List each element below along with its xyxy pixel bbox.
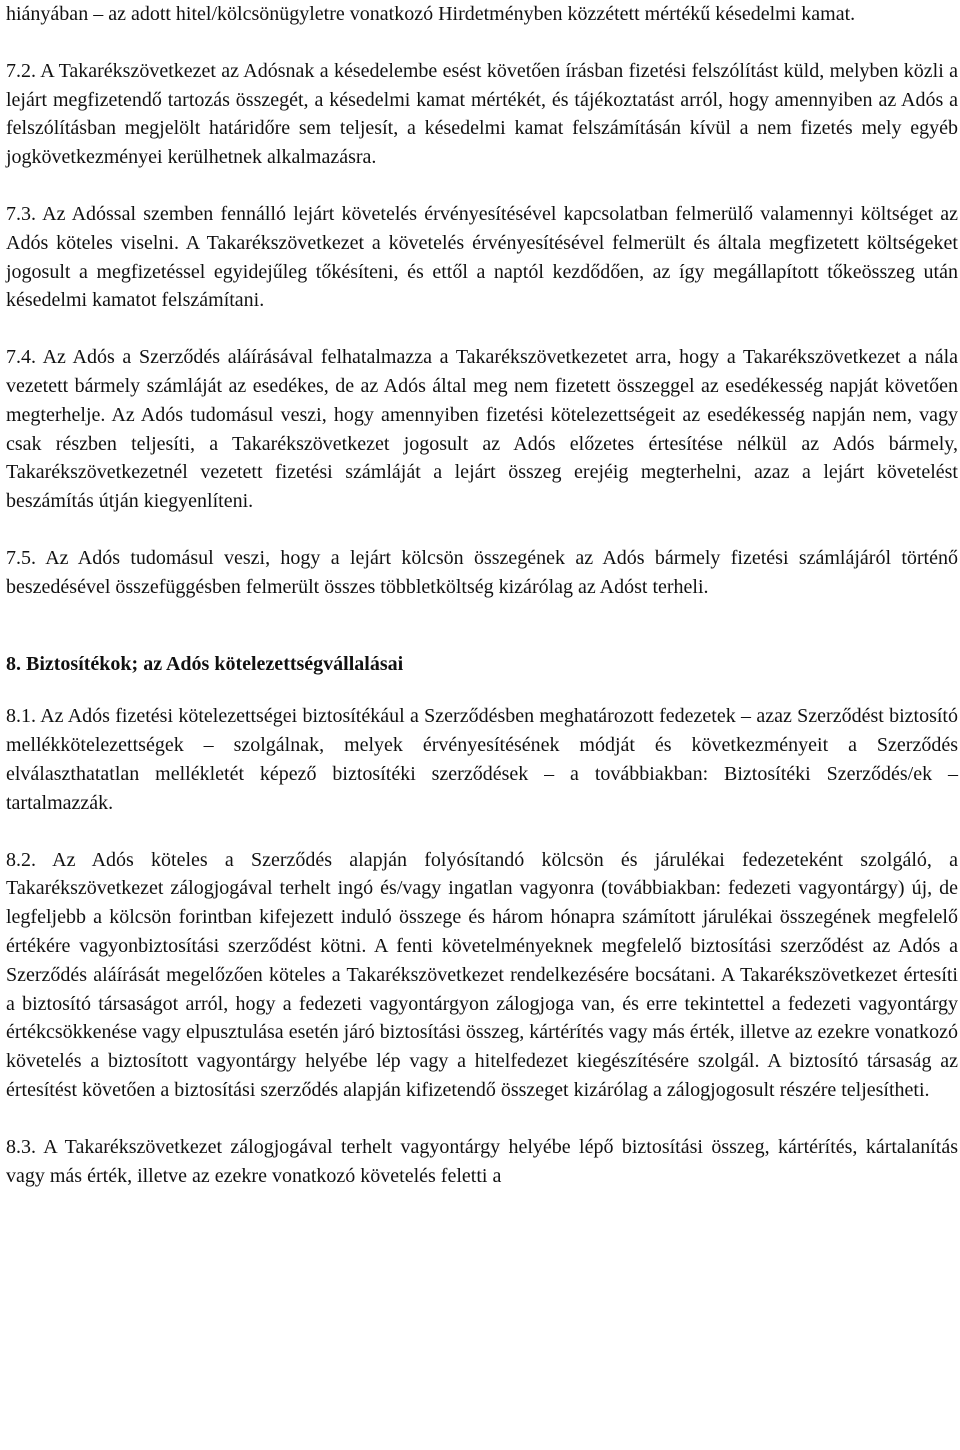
paragraph-7-3: 7.3. Az Adóssal szemben fennálló lejárt követelés érvényesítésével kapcsolatban felmerülő valamennyi költséget az Adós köteles viselni. A Takarékszövetkezet a követelés érvényesítésével felmerült és általa megfizetett költségeket jogosult a megfizetéssel egyidejűleg tőkésíteni, és ettől a naptól kezdődően, az így megállapított tőkeösszeg után késedelmi kamatot felszámítani. (6, 202, 958, 312)
paragraph-8-3: 8.3. A Takarékszövetkezet zálogjogával terhelt vagyontárgy helyébe lépő biztosítási összeg, kártérítés, kártalanítás vagy más érték, illetve az ezekre vonatkozó követelés feletti a (6, 1135, 958, 1187)
paragraph-7-1-end: hiányában – az adott hitel/kölcsönügyletre vonatkozó Hirdetményben közzétett mértékű késedelmi kamat. (6, 3, 856, 25)
paragraph-8-2: 8.2. Az Adós köteles a Szerződés alapján folyósítandó kölcsön és járulékai fedezeteként szolgáló, a Takarékszövetkezet zálogjogával terhelt ingó és/vagy ingatlan vagyonra (továbbiakban: fedezeti vagyontárgy) új, de legfeljebb a kölcsön forintban kifejezett induló összege és három hónapra számított járulékai összegének megfelelő értékére vagyonbiztosítási szerződést kötni. A fenti követelményeknek megfelelő biztosítási szerződést az Adós a Szerződés aláírását megelőzően köteles a Takarékszövetkezet rendelkezésére bocsátani. A Takarékszövetkezet értesíti a biztosító társaságot arról, hogy a fedezeti vagyontárgyon zálogjoga van, és erre tekintettel a fedezeti vagyontárgy értékcsökkenése vagy elpusztulása esetén járó biztosítási összeg, kártérítés vagy más érték, illetve az ezekre vonatkozó követelés a biztosított vagyontárgy helyébe lép vagy a hitelfedezet kiegészítésére szolgál. A biztosító társaság az értesítést követően a biztosítási szerződés alapján kifizetendő összeget kizárólag a zálogjogosult részére teljesítheti. (6, 848, 958, 1101)
paragraph-8-1: 8.1. Az Adós fizetési kötelezettségei biztosítékául a Szerződésben meghatározott fedezetek – azaz Szerződést biztosító mellékkötelezettségek – szolgálnak, melyek érvényesítésének módját és következményeit a Szerződés elválaszthatatlan mellékletét képező biztosítéki szerződések – a továbbiakban: Biztosítéki Szerződés/ek – tartalmazzák. (6, 705, 958, 814)
section-heading-8: 8. Biztosítékok; az Adós kötelezettségvállalásai (6, 652, 404, 675)
paragraph-7-4: 7.4. Az Adós a Szerződés aláírásával felhatalmazza a Takarékszövetkezetet arra, hogy a Takarékszövetkezet a nála vezetett bármely számláját az esedékes, de az Adós által meg nem fizetett összeggel az esedékesség napját követően megterhelje. Az Adós tudomásul veszi, hogy amennyiben fizetési kötelezettségeit az esedékesség napján nem, vagy csak részben teljesíti, a Takarékszövetkezet jogosult az Adós előzetes értesítése nélkül az Adós bármely, Takarékszövetkezetnél vezetett fizetési számláját a lejárt összeg erejéig megterhelni, azaz a lejárt követelést beszámítás útján kiegyenlíteni. (6, 346, 958, 513)
paragraph-7-2: 7.2. A Takarékszövetkezet az Adósnak a késedelembe esést követően írásban fizetési felszólítást küld, melyben közli a lejárt megfizetendő tartozás összegét, a késedelmi kamat mértékét, és tájékoztatást arról, hogy amennyiben az Adós a felszólításban megjelölt határidőre sem teljesít, a késedelmi kamat felszámításán kívül a nem fizetés mely egyéb jogkövetkezményei kerülhetnek alkalmazásra. (6, 59, 958, 169)
paragraph-7-5: 7.5. Az Adós tudomásul veszi, hogy a lejárt kölcsön összegének az Adós bármely fizetési számlájáról történő beszedésével összefüggésben felmerült összes többletköltség kizárólag az Adóst terheli. (6, 546, 958, 598)
document-page (6, 0, 958, 1187)
